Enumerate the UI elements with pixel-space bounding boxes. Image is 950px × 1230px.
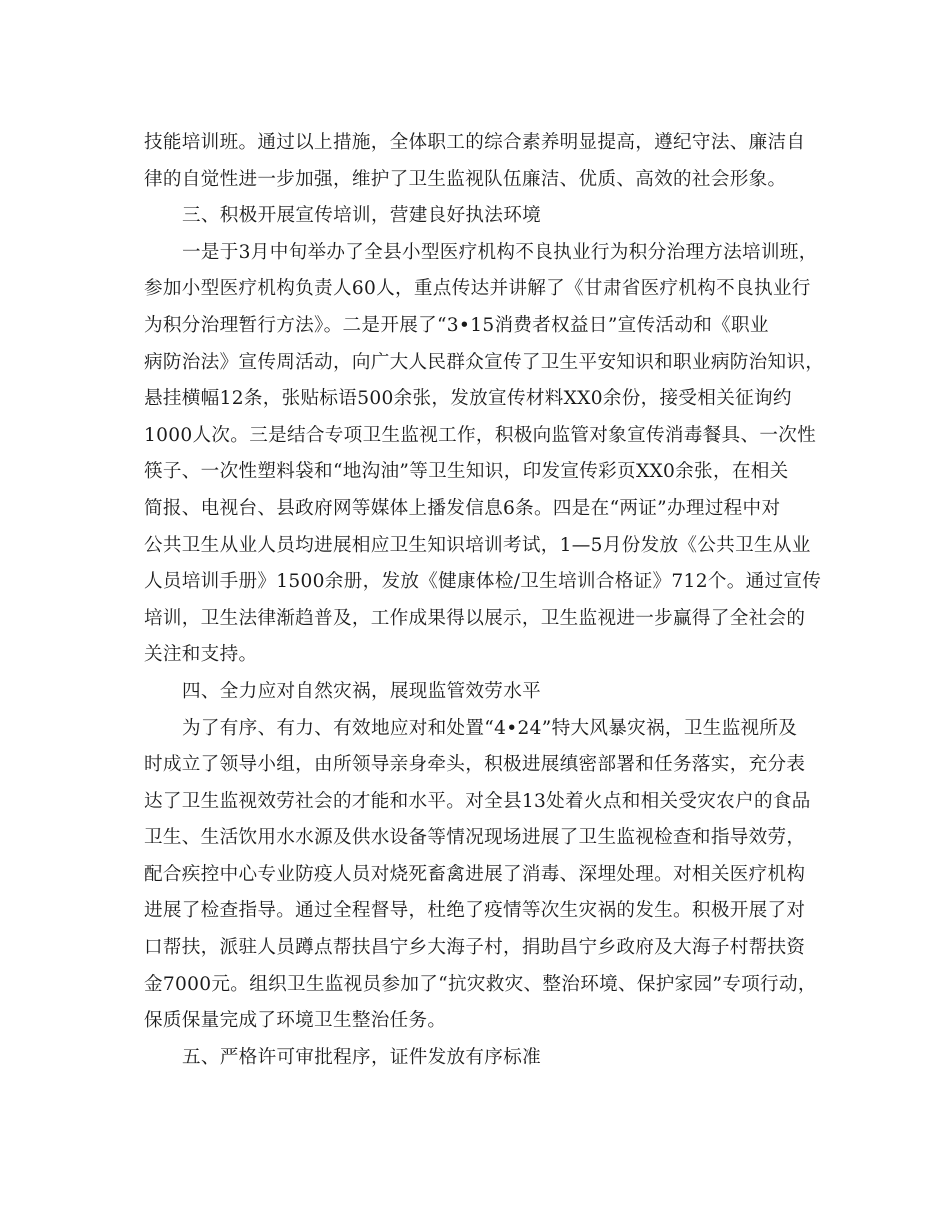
text-line: 进展了检查指导。通过全程督导，杜绝了疫情等次生灾祸的发生。积极开展了对 [144, 900, 806, 922]
text-line: 培训，卫生法律渐趋普及，工作成果得以展示，卫生监视进一步赢得了全社会的 [144, 607, 806, 629]
text-line: 1000人次。三是结合专项卫生监视工作，积极向监管对象宣传消毒餐具、一次性 [144, 424, 817, 446]
text-line: 为积分治理暂行方法》。二是开展了“3•15消费者权益日”宣传活动和《职业 [144, 314, 769, 336]
text-line: 为了有序、有力、有效地应对和处置“4•24”特大风暴灾祸，卫生监视所及 [182, 717, 798, 739]
text-line: 筷子、一次性塑料袋和“地沟油”等卫生知识，印发宣传彩页XX0余张，在相关 [144, 461, 789, 483]
text-line: 时成立了领导小组，由所领导亲身牵头，积极进展缜密部署和任务落实，充分表 [144, 754, 806, 776]
text-line: 四、全力应对自然灾祸，展现监管效劳水平 [182, 680, 541, 702]
document-body [144, 125, 824, 1076]
text-line: 技能培训班。通过以上措施，全体职工的综合素养明显提高，遵纪守法、廉洁自 [144, 132, 806, 153]
text-line: 三、积极开展宣传培训，营建良好执法环境 [182, 205, 541, 227]
text-line: 悬挂横幅12条，张贴标语500余张，发放宣传材料XX0余份，接受相关征询约 [144, 388, 792, 410]
text-line: 人员培训手册》1500余册，发放《健康体检/卫生培训合格证》712个。通过宣传 [144, 571, 822, 593]
text-line: 保质保量完成了环境卫生整治任务。 [144, 1010, 447, 1032]
text-line: 口帮扶，派驻人员蹲点帮扶昌宁乡大海子村，捐助昌宁乡政府及大海子村帮扶资 [144, 937, 806, 959]
text-line: 达了卫生监视效劳社会的才能和水平。对全县13处着火点和相关受灾农户的食品 [144, 790, 811, 812]
text-line: 病防治法》宣传周活动，向广大人民群众宣传了卫生平安知识和职业病防治知识， [144, 351, 825, 373]
text-line: 简报、电视台、县政府网等媒体上播发信息6条。四是在“两证”办理过程中对 [144, 497, 781, 519]
text-line: 五、严格许可审批程序，证件发放有序标准 [182, 1046, 541, 1068]
text-line: 参加小型医疗机构负责人60人，重点传达并讲解了《甘肃省医疗机构不良执业行 [144, 278, 811, 300]
text-line: 公共卫生从业人员均进展相应卫生知识培训考试，1—5月份发放《公共卫生从业 [144, 534, 811, 556]
text-line: 关注和支持。 [144, 644, 258, 666]
text-line: 一是于3月中旬举办了全县小型医疗机构不良执业行为积分治理方法培训班， [182, 241, 818, 263]
text-line: 配合疾控中心专业防疫人员对烧死畜禽进展了消毒、深埋处理。对相关医疗机构 [144, 863, 806, 885]
text-line: 律的自觉性进一步加强，维护了卫生监视队伍廉洁、优质、高效的社会形象。 [144, 168, 787, 190]
text-line: 卫生、生活饮用水水源及供水设备等情况现场进展了卫生监视检查和指导效劳， [144, 827, 806, 849]
text-line: 金7000元。组织卫生监视员参加了“抗灾救灾、整治环境、保护家园”专项行动， [144, 973, 817, 995]
